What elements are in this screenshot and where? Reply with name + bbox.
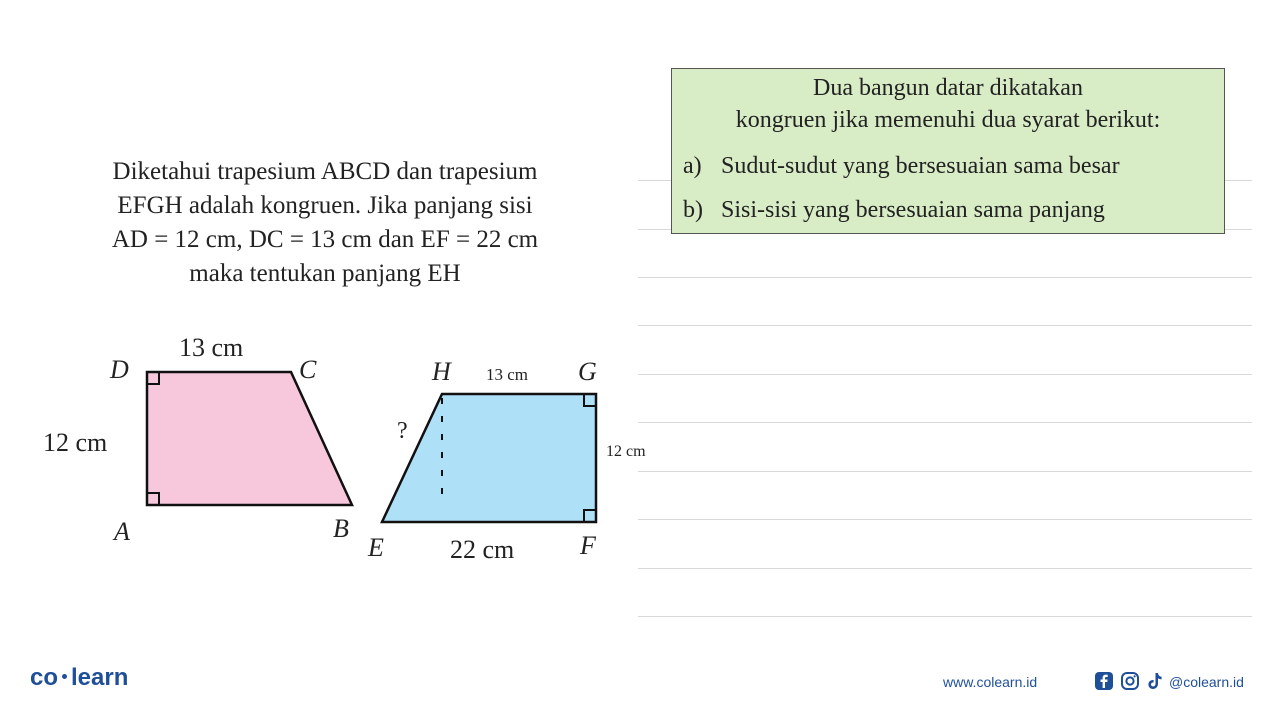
vertex-label-f: F [580, 531, 596, 560]
ruled-line [638, 277, 1252, 278]
trapezoid-efgh [382, 394, 596, 522]
ruled-line [638, 422, 1252, 423]
info-heading-line2: kongruen jika memenuhi dua syarat berikut: [735, 107, 1161, 133]
length-label-ef: 22 cm [450, 535, 515, 564]
congruence-info-box [671, 68, 1225, 234]
ruled-line [638, 616, 1252, 617]
logo-dot [62, 674, 67, 679]
info-item-text: Sudut-sudut yang bersesuaian sama besar [721, 153, 1120, 179]
length-label-dc: 13 cm [179, 333, 244, 362]
info-item-marker: a) [683, 153, 702, 179]
ruled-line [638, 374, 1252, 375]
length-label-ad: 12 cm [43, 428, 108, 457]
ruled-line [638, 325, 1252, 326]
vertex-label-g: G [578, 357, 597, 386]
vertex-label-h: H [432, 357, 451, 386]
handwritten-top-length: 13 cm [486, 365, 529, 384]
logo-text-right: learn [71, 664, 129, 691]
website-url[interactable]: www.colearn.id [943, 674, 1038, 690]
problem-statement [40, 155, 610, 291]
vertex-label-c: C [299, 355, 317, 384]
problem-line: AD = 12 cm, DC = 13 cm dan EF = 22 cm [111, 226, 539, 253]
vertex-label-e: E [368, 533, 384, 562]
vertex-label-d: D [110, 355, 129, 384]
colearn-logo [30, 664, 128, 692]
problem-line: Diketahui trapesium ABCD dan trapesium [112, 158, 538, 185]
ruled-line [638, 471, 1252, 472]
trapezoid-figures [0, 330, 700, 590]
info-item-text: Sisi-sisi yang bersesuaian sama panjang [721, 197, 1105, 223]
info-heading-line1: Dua bangun datar dikatakan [813, 75, 1083, 101]
tiktok-icon[interactable] [1145, 671, 1165, 691]
instagram-icon[interactable] [1120, 671, 1140, 691]
unknown-length-mark: ? [397, 418, 408, 444]
ruled-line [638, 519, 1252, 520]
vertex-label-a: A [114, 517, 130, 546]
handwritten-right-length: 12 cm [606, 443, 646, 460]
problem-line: maka tentukan panjang EH [189, 260, 461, 287]
problem-line: EFGH adalah kongruen. Jika panjang sisi [117, 192, 533, 219]
logo-text-left: co [30, 664, 59, 691]
info-item-b [683, 197, 1105, 224]
trapezoid-abcd [147, 372, 352, 505]
info-item-marker: b) [683, 197, 703, 223]
vertex-label-b: B [333, 514, 349, 543]
info-item-a [683, 153, 1120, 180]
facebook-icon[interactable] [1094, 671, 1114, 691]
social-handle[interactable]: @colearn.id [1169, 674, 1244, 690]
ruled-line [638, 568, 1252, 569]
